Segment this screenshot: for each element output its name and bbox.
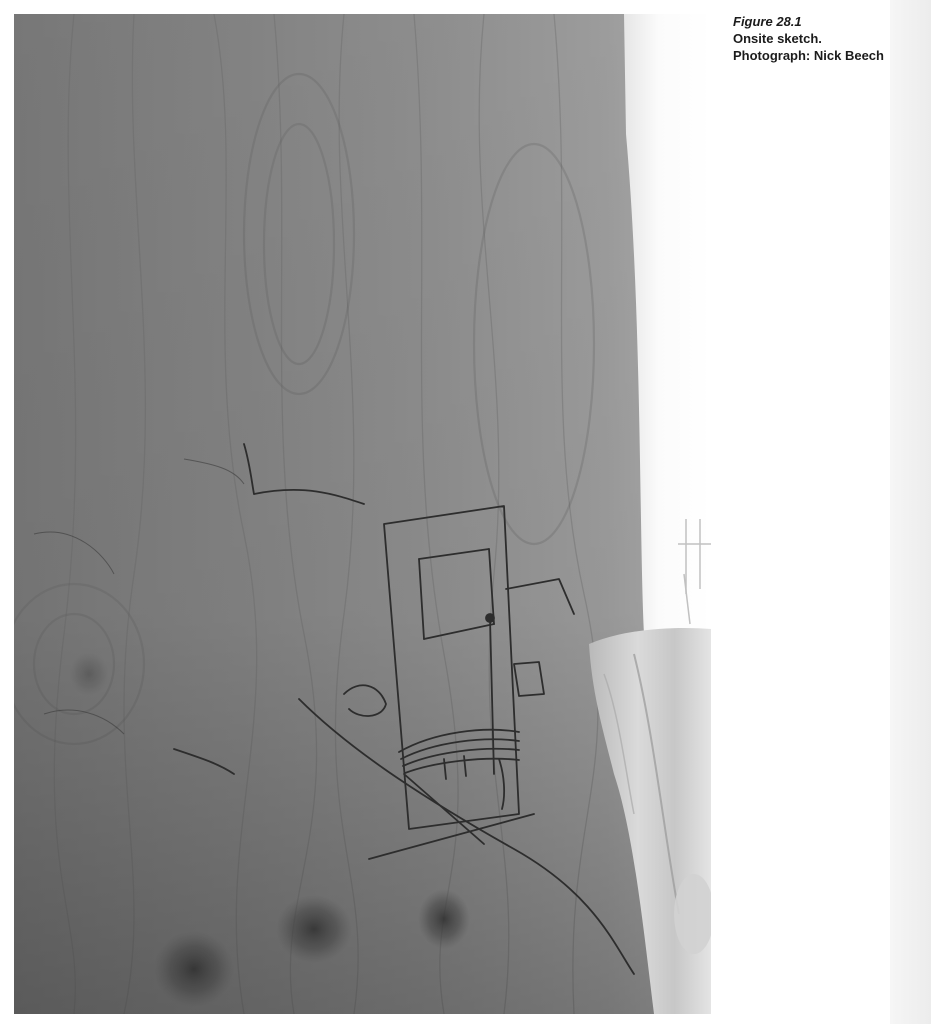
figure-title: Onsite sketch. xyxy=(733,31,822,46)
figure-caption xyxy=(733,13,893,64)
figure-photograph xyxy=(14,14,711,1014)
photo-credit: Photograph: Nick Beech xyxy=(733,48,884,63)
page-edge-shadow xyxy=(890,0,931,1024)
figure-label: Figure 28.1 xyxy=(733,14,802,29)
